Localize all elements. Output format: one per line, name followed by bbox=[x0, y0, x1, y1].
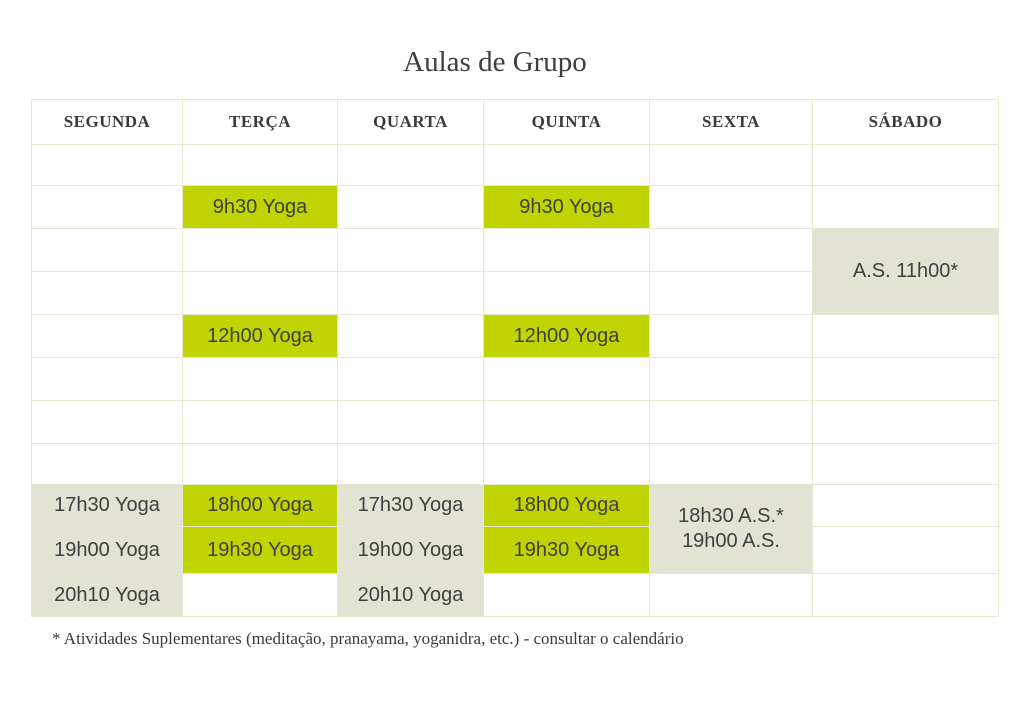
empty-cell bbox=[484, 574, 650, 617]
empty-cell bbox=[650, 358, 813, 401]
class-cell-thursday: 18h00 Yoga bbox=[484, 485, 650, 527]
empty-cell bbox=[338, 444, 484, 485]
empty-cell bbox=[484, 272, 650, 315]
empty-cell bbox=[32, 444, 183, 485]
empty-cell bbox=[338, 401, 484, 444]
empty-cell bbox=[650, 145, 813, 186]
header-segunda: SEGUNDA bbox=[32, 100, 183, 145]
empty-cell bbox=[813, 186, 999, 229]
empty-cell bbox=[183, 401, 338, 444]
empty-cell bbox=[183, 358, 338, 401]
empty-cell bbox=[650, 186, 813, 229]
empty-cell bbox=[32, 358, 183, 401]
empty-cell bbox=[650, 315, 813, 358]
empty-cell bbox=[183, 574, 338, 617]
empty-cell bbox=[650, 229, 813, 272]
table-row bbox=[32, 574, 999, 617]
empty-cell bbox=[338, 229, 484, 272]
class-cell-saturday: A.S. 11h00* bbox=[813, 229, 999, 315]
empty-cell bbox=[338, 186, 484, 229]
empty-cell bbox=[650, 574, 813, 617]
page-title: Aulas de Grupo bbox=[403, 46, 587, 78]
schedule-table bbox=[31, 99, 999, 617]
class-cell-thursday: 9h30 Yoga bbox=[484, 186, 650, 229]
class-cell-wednesday: 20h10 Yoga bbox=[338, 574, 484, 617]
empty-cell bbox=[32, 229, 183, 272]
header-sabado: SÁBADO bbox=[813, 100, 999, 145]
empty-cell bbox=[32, 186, 183, 229]
empty-cell bbox=[813, 574, 999, 617]
header-quinta: QUINTA bbox=[484, 100, 650, 145]
table-row bbox=[32, 527, 999, 574]
empty-cell bbox=[484, 401, 650, 444]
empty-cell bbox=[813, 444, 999, 485]
footnote: * Atividades Suplementares (meditação, pranayama, yoganidra, etc.) - consultar o calendário bbox=[52, 629, 684, 648]
friday-line-2: 19h00 A.S. bbox=[682, 530, 780, 552]
table-row bbox=[32, 485, 999, 527]
table-row bbox=[32, 444, 999, 485]
table-row bbox=[32, 229, 999, 272]
friday-line-1: 18h30 A.S.* bbox=[678, 505, 784, 527]
empty-cell bbox=[32, 315, 183, 358]
empty-cell bbox=[813, 315, 999, 358]
class-cell-thursday: 12h00 Yoga bbox=[484, 315, 650, 358]
class-cell-monday: 20h10 Yoga bbox=[32, 574, 183, 617]
class-cell-monday: 19h00 Yoga bbox=[32, 527, 183, 574]
class-cell-wednesday: 17h30 Yoga bbox=[338, 485, 484, 527]
empty-cell bbox=[813, 145, 999, 186]
empty-cell bbox=[183, 145, 338, 186]
table-row bbox=[32, 145, 999, 186]
table-row bbox=[32, 186, 999, 229]
empty-cell bbox=[338, 358, 484, 401]
empty-cell bbox=[813, 527, 999, 574]
header-sexta: SEXTA bbox=[650, 100, 813, 145]
empty-cell bbox=[183, 444, 338, 485]
empty-cell bbox=[484, 145, 650, 186]
table-row bbox=[32, 315, 999, 358]
class-cell-tuesday: 12h00 Yoga bbox=[183, 315, 338, 358]
empty-cell bbox=[484, 358, 650, 401]
table-row bbox=[32, 401, 999, 444]
empty-cell bbox=[813, 358, 999, 401]
empty-cell bbox=[484, 229, 650, 272]
empty-cell bbox=[32, 401, 183, 444]
empty-cell bbox=[32, 272, 183, 315]
empty-cell bbox=[183, 272, 338, 315]
empty-cell bbox=[32, 145, 183, 186]
class-cell-thursday: 19h30 Yoga bbox=[484, 527, 650, 574]
class-cell-tuesday: 9h30 Yoga bbox=[183, 186, 338, 229]
empty-cell bbox=[338, 272, 484, 315]
empty-cell bbox=[650, 444, 813, 485]
empty-cell bbox=[338, 145, 484, 186]
class-cell-tuesday: 18h00 Yoga bbox=[183, 485, 338, 527]
class-cell-wednesday: 19h00 Yoga bbox=[338, 527, 484, 574]
class-cell-monday: 17h30 Yoga bbox=[32, 485, 183, 527]
table-row bbox=[32, 358, 999, 401]
empty-cell bbox=[484, 444, 650, 485]
header-row bbox=[32, 100, 999, 145]
empty-cell bbox=[813, 401, 999, 444]
class-cell-tuesday: 19h30 Yoga bbox=[183, 527, 338, 574]
empty-cell bbox=[813, 485, 999, 527]
header-quarta: QUARTA bbox=[338, 100, 484, 145]
empty-cell bbox=[650, 272, 813, 315]
empty-cell bbox=[650, 401, 813, 444]
empty-cell bbox=[338, 315, 484, 358]
header-terca: TERÇA bbox=[183, 100, 338, 145]
empty-cell bbox=[183, 229, 338, 272]
class-cell-friday bbox=[650, 485, 813, 574]
